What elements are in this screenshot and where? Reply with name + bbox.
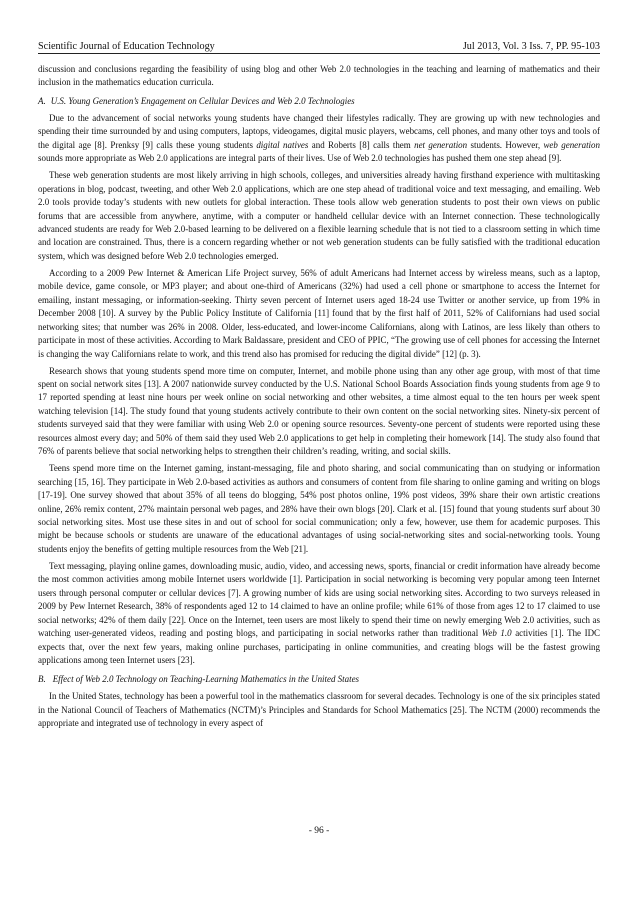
running-header	[38, 38, 600, 52]
section-a-title: U.S. Young Generation’s Engagement on Cellular Devices and Web 2.0 Technologies	[50, 95, 355, 106]
text-run: activities [1]. The IDC expects that, over the next few years, making online purchases, participating in online communities, and creating blogs will be the fastest growing applications among teen Internet users [23].	[38, 628, 601, 666]
section-b-title: Effect of Web 2.0 Technology on Teaching-Learning Mathematics in the United States	[52, 674, 360, 685]
header-rule	[38, 53, 600, 54]
italic-term: net generation	[414, 139, 468, 150]
section-b-label: B.	[38, 674, 46, 685]
paragraph-3: According to a 2009 Pew Internet & American Life Project survey, 56% of adult Americans had Internet access by wireless means, such as a laptop, mobile device, game console, or MP3 player; and about one-third of Americans (32%) had used a cell phone or smartphone to access the Internet for emailing, instant messaging, or information-seeking. Thirty seven percent of Internet users aged 18-24 use Twitter or another service, up from 19% in December 2008 [10]. A survey by the Public Policy Institute of California [11] found that by the first half of 2011, 52% of Californians had used social networking sites; that number was 26% in 2008. Older, less-educated, and lower-income Californians, along with Latinos, are less likely than others to participate in most of these activities. According to Mark Baldassare, president and CEO of PPIC, “The growing use of cell phones for accessing the Internet is changing the way Californians relate to work, and this trend also has promised for reducing the digital divide” [12] (p. 3).	[38, 267, 600, 359]
italic-term: web generation	[543, 139, 600, 150]
paragraph-1	[38, 112, 600, 166]
issue-info: Jul 2013, Vol. 3 Iss. 7, PP. 95-103	[462, 41, 600, 52]
intro-paragraph: discussion and conclusions regarding the feasibility of using blog and other Web 2.0 technologies in the teaching and learning of mathematics and their inclusion in the mathematics education curricula.	[38, 64, 600, 88]
text-run: sounds more appropriate as Web 2.0 applications are integral parts of their lives. Use of Web 2.0 technologies has pushed them one step ahead [9].	[38, 153, 562, 164]
text-run: Due to the advancement of social networks young students have changed their lifestyles radically. They are growing up with new technologies and spending their time surrounded by and using computers, laptops, videogames, digital music players, webcams, cell phones, and many other toys and tools of the digital age [8]. Prenksy [9] calls these young students	[38, 112, 600, 150]
section-a-heading	[38, 95, 600, 108]
journal-title: Scientific Journal of Education Technology	[38, 41, 215, 52]
paragraph-5: Teens spend more time on the Internet gaming, instant-messaging, file and photo sharing, and social communicating than on studying or information searching [15, 16]. They participate in Web 2.0-based activities as authors and consumers of content from file sharing to online gaming and writing on blogs [17-19]. One survey showed that about 35% of all teens do blogging, 54% post photos online, 19% post videos, 39% share their own artistic creations online, 26% remix content, 27% maintain personal web pages, and 28% have their own blogs [20]. Clark et al. [15] found that young students surf about 30 social networking sites. Most use these sites in and out of school for social communication; only a few, however, use them for academic purposes. This might be because schools or students are unaware of the educational advantages of using social-networking sites and social-networking tools. Young students enjoy the benefits of getting multiple resources from the Web [21].	[38, 463, 600, 554]
section-b-heading	[38, 673, 600, 686]
text-run: and Roberts [8] calls them	[308, 139, 415, 150]
paragraph-2: These web generation students are most likely arriving in high schools, colleges, and universities already having firsthand experience with multitasking operations in blog, podcast, tweeting, and other Web 2.0 applications, which are one step ahead of traditional voice and text messaging, and emailing. Web 2.0 tools provide today’s students with new outlets for global interaction. These tools allow web generation students to post their own views on public forums that are accessible from anywhere, anytime, with a computer or handheld cellular device with an Internet connection. These technologically advanced students are ready for Web 2.0-based learning to be delivered on a flexible learning schedule that is not tied to a classroom setting in which time and location are constrained. Thus, there is a concern regarding whether or not web generation students can be fully satisfied with the traditional education system, which was designed before Web 2.0 technologies emerged.	[38, 170, 600, 261]
paragraph-6	[38, 560, 600, 668]
italic-term: Web 1.0	[481, 628, 512, 639]
italic-term: digital natives	[256, 139, 309, 150]
article-body	[38, 63, 600, 731]
page-number: - 96 -	[308, 826, 330, 836]
text-run: Text messaging, playing online games, downloading music, audio, video, and accessing news, sports, financial or credit information have already become the most common activities among mobile Internet users worldwide [1]. Participation in social networking is becoming very popular among teen Internet users through personal computer or cellular devices [7]. A growing number of kids are using social networking sites. According to two surveys released in 2009 by Pew Internet Research, 38% of respondents aged 12 to 14 claimed to have an online profile; while 61% of those from ages 12 to 17 claimed to use social networks; 42% of them daily [22]. Once on the Internet, teen users are most likely to spend their time on newly emerging Web 2.0 activities, such as watching user-generated videos, reading and posting blogs, and participating in social networks rather than traditional	[38, 560, 600, 639]
section-a-label: A.	[38, 95, 46, 106]
paragraph-4: Research shows that young students spend more time on computer, Internet, and mobile phone using than any other age group, with most of that time spent on social network sites [13]. A 2007 nationwide survey conducted by the U.S. National School Boards Association finds young students from age 9 to 17 reported spending at least nine hours per week online on social networking and other websites, a time almost equal to the ten hours per week spent watching television [14]. The study found that young students actively contribute to their own content on the social networking sites. Ninety-six percent of students surveyed said that they were familiar with using Web 2.0 or opening source resources. Seventy-one percent of students were reported using these resources almost every day; and 50% of them said they used Web 2.0 applications to get help in completing their homework [14]. The study also found that 76% of parents believe that social networking helps to strengthen their children’s reading, writing, and social skills.	[38, 365, 600, 457]
text-run: students. However,	[467, 139, 544, 150]
paragraph-7: In the United States, technology has been a powerful tool in the mathematics classroom for several decades. Technology is one of the six principles stated in the National Council of Teachers of Mathematics (NCTM)’s Principles and Standards for School Mathematics [25]. The NCTM (2000) recommends the appropriate and integrated use of technology in every aspect of	[38, 691, 600, 729]
